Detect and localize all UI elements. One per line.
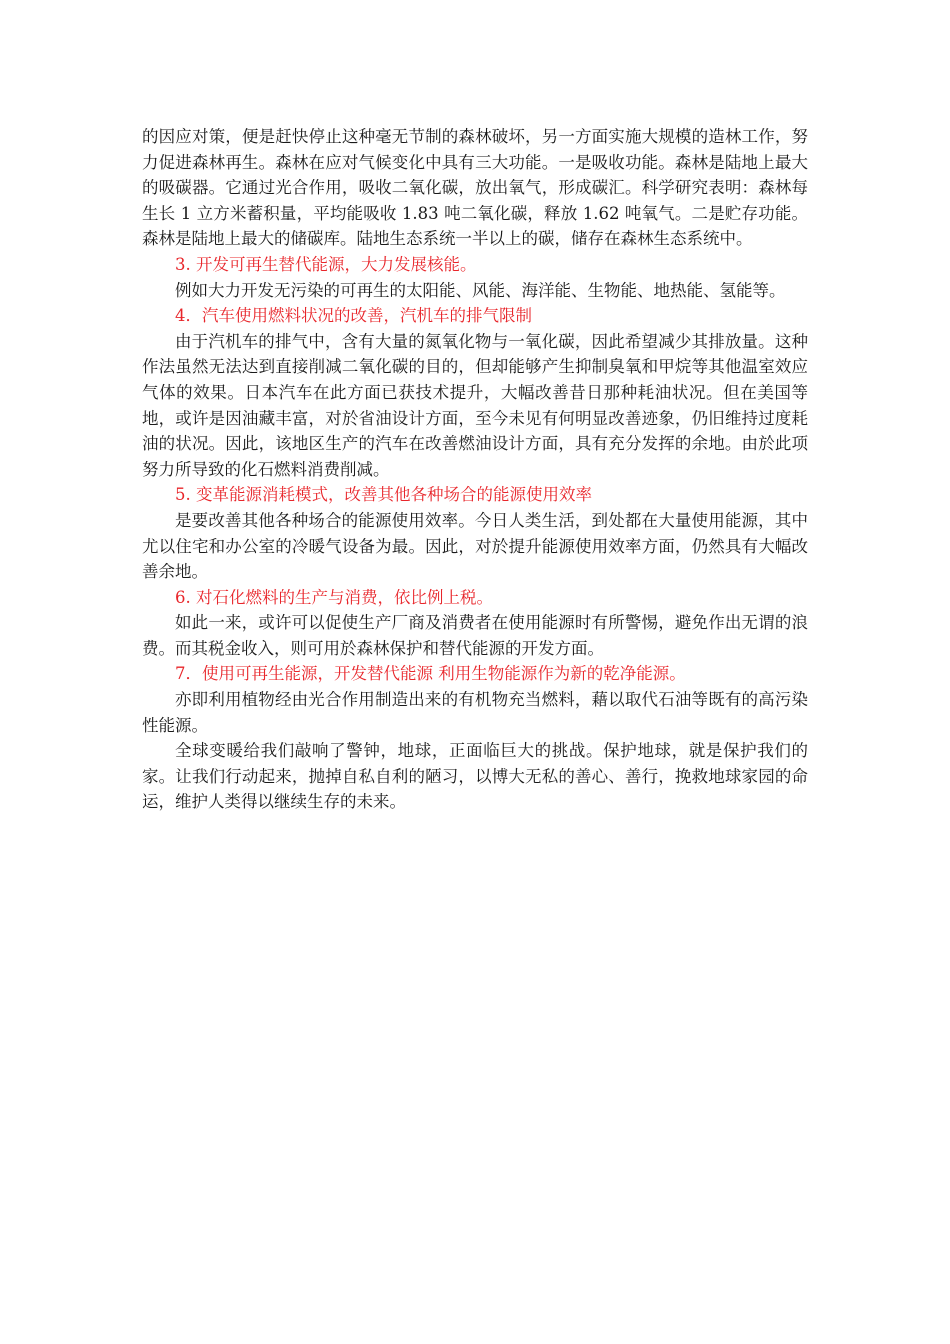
section-heading-7: 7．使用可再生能源，开发替代能源 利用生物能源作为新的乾净能源。 xyxy=(175,664,686,684)
body-paragraph: 如此一来，或许可以促使生产厂商及消费者在使用能源时有所警惕，避免作出无谓的浪费。而其税金收入，则可用於森林保护和替代能源的开发方面。 xyxy=(142,613,808,658)
section-heading-5: 5. 变革能源消耗模式，改善其他各种场合的能源使用效率 xyxy=(175,485,592,505)
section-heading-4: 4．汽车使用燃料状况的改善，汽机车的排气限制 xyxy=(175,306,532,326)
body-paragraph: 亦即利用植物经由光合作用制造出来的有机物充当燃料，藉以取代石油等既有的高污染性能源。 xyxy=(142,690,808,735)
section-heading-6: 6. 对石化燃料的生产与消费，依比例上税。 xyxy=(175,587,493,607)
conclusion-paragraph: 全球变暖给我们敲响了警钟，地球，正面临巨大的挑战。保护地球，就是保护我们的家。让我们行动起来，抛掉自私自利的陋习，以博大无私的善心、善行，挽救地球家园的命运，维护人类得以继续生存的未来。 xyxy=(142,741,808,812)
document-page xyxy=(142,124,808,815)
body-paragraph: 是要改善其他各种场合的能源使用效率。今日人类生活，到处都在大量使用能源，其中尤以住宅和办公室的冷暖气设备为最。因此，对於提升能源使用效率方面，仍然具有大幅改善余地。 xyxy=(142,510,808,582)
body-paragraph: 由于汽机车的排气中，含有大量的氮氧化物与一氧化碳，因此希望减少其排放量。这种作法虽然无法达到直接削减二氧化碳的目的，但却能够产生抑制臭氧和甲烷等其他温室效应气体的效果。日本汽车在此方面已获技术提升，大幅改善昔日那种耗油状况。但在美国等地，或许是因油藏丰富，对於省油设计方面，至今未见有何明显改善迹象，仍旧维持过度耗油的状况。因此，该地区生产的汽车在改善燃油设计方面，具有充分发挥的余地。由於此项努力所导致的化石燃料消费削减。 xyxy=(142,331,808,479)
body-paragraph: 的因应对策，便是赶快停止这种毫无节制的森林破坏，另一方面实施大规模的造林工作，努力促进森林再生。森林在应对气候变化中具有三大功能。一是吸收功能。森林是陆地上最大的吸碳器。它通过光合作用，吸收二氧化碳，放出氧气，形成碳汇。科学研究表明：森林每生长 1 立方米蓄积量，平均能吸收 1.83 吨二氧化碳，释放 1.62 吨氧气。二是贮存功能。森林是陆地上最大的储碳库。陆地生态系统一半以上的碳，储存在森林生态系统中。 xyxy=(142,127,808,249)
body-paragraph: 例如大力开发无污染的可再生的太阳能、风能、海洋能、生物能、地热能、氢能等。 xyxy=(175,280,786,300)
section-heading-3: 3. 开发可再生替代能源，大力发展核能。 xyxy=(175,254,477,274)
